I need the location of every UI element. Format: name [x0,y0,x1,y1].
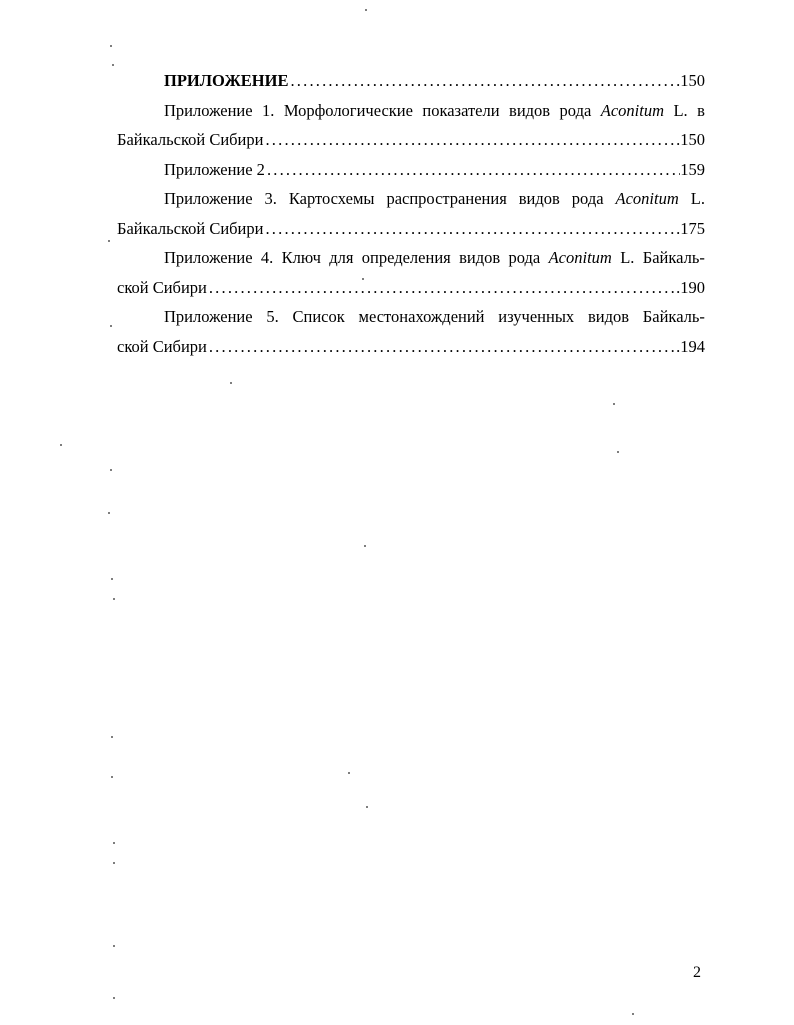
word: рода [559,100,592,120]
dot-leader [265,155,680,185]
word: L. [673,100,688,120]
word: видов [518,189,560,208]
word: видов [459,248,501,267]
word: Картосхемы [288,189,375,208]
genus-name: Aconitum [615,189,679,208]
entry-text-continued: ской Сибири [117,277,207,297]
scan-speck [366,806,368,808]
word: распространения [386,189,507,208]
word: видов [587,307,630,326]
word: L. [620,248,635,267]
scan-speck [110,469,112,471]
toc-entry-appendix-5 [117,302,705,361]
dot-leader [263,125,676,155]
scan-speck [348,772,350,774]
toc-entry-appendix-4 [117,243,705,302]
scan-speck [617,451,619,453]
page-ref: .190 [676,277,705,297]
word: для [329,248,354,267]
scan-speck [112,64,114,66]
word: Байкаль- [642,248,705,267]
page-ref: 159 [680,159,705,179]
page-ref: .150 [676,71,705,90]
word: Приложение [164,100,253,120]
word: рода [508,248,541,267]
word: изученных [498,307,575,326]
word: Приложение [164,248,253,267]
word: в [697,100,705,120]
entry-text-continued: Байкальской Сибири [117,218,264,238]
toc-entry-appendix-2 [117,155,705,185]
word: определения [361,248,451,267]
word: Ключ [281,248,321,267]
word: рода [571,189,604,208]
toc-entry-appendix-3 [117,184,705,243]
word: Приложение [164,307,253,326]
word: L. [690,189,705,208]
scan-speck [110,45,112,47]
scan-speck [110,325,112,327]
entry-text: Приложение 2 [164,159,265,179]
genus-name: Aconitum [600,100,664,120]
scan-speck [113,842,115,844]
scan-speck [113,862,115,864]
scan-speck [113,945,115,947]
word: Морфологические [283,100,413,120]
scan-speck [108,512,110,514]
page-ref: .175 [676,218,705,238]
scan-speck [364,545,366,547]
scan-speck [365,9,367,11]
scan-speck [230,382,232,384]
dot-leader [207,273,676,303]
scan-speck [362,278,364,280]
scan-speck [111,736,113,738]
scan-speck [111,776,113,778]
scan-speck [613,403,615,405]
toc-entry-appendix-1 [117,96,705,155]
page-ref: .194 [676,336,705,356]
toc-entry-appendix-heading [117,66,705,96]
scan-speck [113,997,115,999]
word: местонахождений [358,307,485,326]
word: 3. [264,189,277,208]
scan-speck [60,444,62,446]
word: показатели [422,100,500,120]
dot-leader [207,332,676,362]
appendix-heading: ПРИЛОЖЕНИЕ [164,71,289,90]
page-number: 2 [693,964,701,981]
table-of-contents [117,66,705,361]
word: 1. [262,100,275,120]
dot-leader [288,66,676,96]
word: Список [292,307,345,326]
entry-text-continued: ской Сибири [117,336,207,356]
word: видов [509,100,551,120]
page-ref: .150 [676,130,705,149]
dot-leader [263,214,676,244]
word: Приложение [164,189,253,208]
word: 5. [266,307,279,326]
genus-name: Aconitum [548,248,612,267]
word: Байкаль- [642,307,705,326]
scan-speck [113,598,115,600]
scan-speck [108,240,110,242]
entry-text-continued: Байкальской Сибири [117,130,264,149]
word: 4. [260,248,274,267]
scan-speck [632,1013,634,1015]
scan-speck [111,578,113,580]
